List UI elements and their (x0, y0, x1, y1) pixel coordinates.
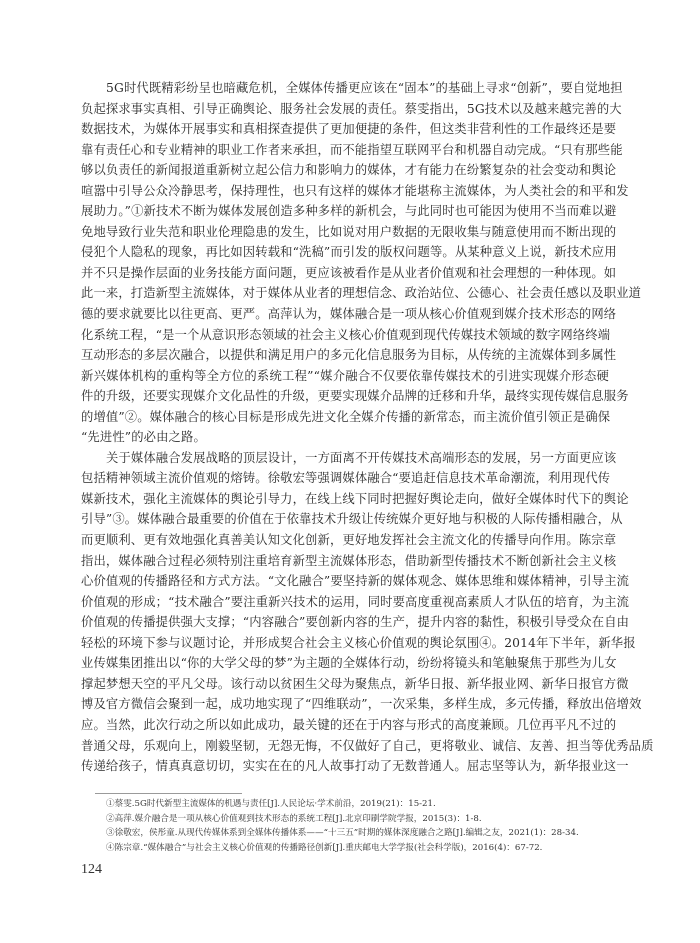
text-line: 而更顺利、更有效地强化真善美认知文化创新，更好地发挥社会主流文化的传播导向作用。陈宗章 (81, 533, 617, 548)
text-line: 德的要求就要比以往更高、更严。高萍认为，媒体融合是一项从核心价值观到媒介技术形态的网络 (81, 307, 617, 322)
footnote: ④陈宗章.“媒体融合”与社会主义核心价值观的传播路径创新[J].重庆邮电大学学报(社会科学版)，2016(4)：67-72. (106, 842, 543, 853)
text-line: 靠有责任心和专业精神的职业工作者来承担，而不能指望互联网平台和机器自动完成。“只有那些能 (81, 142, 623, 157)
text-line: 喧嚣中引导公众冷静思考，保持理性，也只有这样的媒体才能堪称主流媒体，为人类社会的和平和发 (81, 183, 629, 198)
text-line: 负起探求事实真相、引导正确舆论、服务社会发展的责任。蔡雯指出，5G技术以及越来越完善的大 (81, 101, 622, 116)
footnote: ③徐敬宏，侯彤童.从现代传媒体系到全媒体传播体系——“十三五”时期的媒体深度融合之路[J].编辑之友，2021(1)：28-34. (106, 828, 579, 838)
text-line: 关于媒体融合发展战略的顶层设计，一方面离不开传媒技术高端形态的发展，另一方面更应该 (106, 450, 617, 465)
footnotes (106, 797, 626, 855)
text-line: 价值观的形成；“技术融合”要注重新兴技术的运用，同时要高度重视高素质人才队伍的培育，为主流 (81, 594, 630, 609)
text-line: 心价值观的传播路径和方式方法。“文化融合”要坚持新的媒体观念、媒体思维和媒体精神，引导主流 (81, 574, 630, 589)
text-line: 业传媒集团推出以“你的大学父母的梦”为主题的全媒体行动，纷纷将镜头和笔触聚焦于那些为儿女 (81, 656, 617, 671)
text-line: 数据技术，为媒体开展事实和真相探查提供了更加便捷的条件，但这类非营利性的工作最终还是要 (81, 122, 617, 137)
footnote: ②高萍.媒介融合是一项从核心价值观到技术形态的系统工程[J].北京印刷学院学报，2015(3)：1-8. (106, 813, 482, 824)
footnote: ①蔡雯.5G时代新型主流媒体的机遇与责任[J].人民论坛·学术前沿，2019(21)：15-21. (106, 799, 436, 809)
text-line: 撑起梦想天空的平凡父母。该行动以贫困生父母为聚焦点，新华日报、新华报业网、新华日报官方微 (81, 676, 629, 691)
text-line: 够以负责任的新闻报道重新树立起公信力和影响力的媒体，才有能力在纷繁复杂的社会变动和舆论 (81, 163, 617, 178)
page-number: 124 (81, 862, 102, 877)
text-line: 传递给孩子，情真真意切切，实实在在的凡人故事打动了无数普通人。屈志坚等认为，新华报业这一 (81, 759, 629, 774)
text-line: 价值观的传播提供强大支撑；“内容融合”要创新内容的生产，提升内容的黏性，积极引导受众在自由 (81, 615, 630, 630)
footnote-divider (95, 793, 242, 794)
text-line: 免地导致行业失范和职业伦理隐患的发生，比如说对用户数据的无限收集与随意使用而不断出现的 (81, 224, 617, 239)
text-line: 指出，媒体融合过程必须特别注重培育新型主流媒体形态，借助新型传播技术不断创新社会主义核 (81, 553, 617, 568)
text-line: 互动形态的多层次融合，以提供和满足用户的多元化信息服务为目标，从传统的主流媒体到多属性 (81, 348, 617, 363)
body-text (81, 78, 654, 777)
text-line: 普通父母，乐观向上，刚毅坚韧，无怨无悔，不仅做好了自己，更将敬业、诚信、友善、担当等优秀品质 (81, 738, 654, 753)
text-line: 的增值”②。媒体融合的核心目标是形成先进文化全媒介传播的新常态，而主流价值引领正是确保 (81, 409, 611, 424)
text-line: 侵犯个人隐私的现象，再比如因转载和“洗稿”而引发的版权问题等。从某种意义上说，新技术应用 (81, 245, 617, 260)
text-line: “先进性”的必由之路。 (81, 430, 206, 445)
text-line: 5G时代既精彩纷呈也暗藏危机，全媒体传播更应该在“固本”的基础上寻求“创新”，要自觉地担 (106, 81, 623, 95)
text-line: 新兴媒体机构的重构等全方位的系统工程”“媒介融合不仅要依靠传媒技术的引进实现媒介形态硬 (81, 368, 609, 383)
text-line: 应。当然，此次行动之所以如此成功，最关键的还在于内容与形式的高度兼顾。几位再平凡不过的 (81, 717, 617, 732)
text-line: 媒新技术，强化主流媒体的舆论引导力，在线上线下同时把握好舆论走向，做好全媒体时代下的舆论 (81, 491, 629, 506)
text-line: 化系统工程，“是一个从意识形态领域的社会主义核心价值观到现代传媒技术领域的数字网络终端 (81, 327, 611, 342)
text-line: 展助力。”①新技术不断为媒体发展创造多种多样的新机会，与此同时也可能因为使用不当而难以避 (81, 204, 617, 219)
text-line: 引导”③。媒体融合最重要的价值在于依靠技术升级让传统媒介更好地与积极的人际传播相融合，从 (81, 512, 623, 527)
text-line: 件的升级，还要实现媒介文化品性的升级，更要实现媒介品牌的迁移和升华，最终实现传媒信息服务 (81, 389, 629, 404)
text-line: 博及官方微信会聚到一起，成功地实现了“四维联动”，一次采集，多样生成，多元传播，释放出倍增效 (81, 697, 642, 712)
text-line: 此一来，打造新型主流媒体，对于媒体从业者的理想信念、政治站位、公德心、社会责任感以及职业道 (81, 286, 642, 301)
text-line: 包括精神领域主流价值观的熔铸。徐敬宏等强调媒体融合“要追赶信息技术革命潮流，利用现代传 (81, 471, 611, 486)
text-line: 轻松的环境下参与议题讨论，并形成契合社会主义核心价值观的舆论氛围④。2014年下半年，新华报 (81, 635, 636, 650)
text-line: 并不只是操作层面的业务技能方面问题，更应该被看作是从业者价值观和社会理想的一种体现。如 (81, 265, 617, 280)
